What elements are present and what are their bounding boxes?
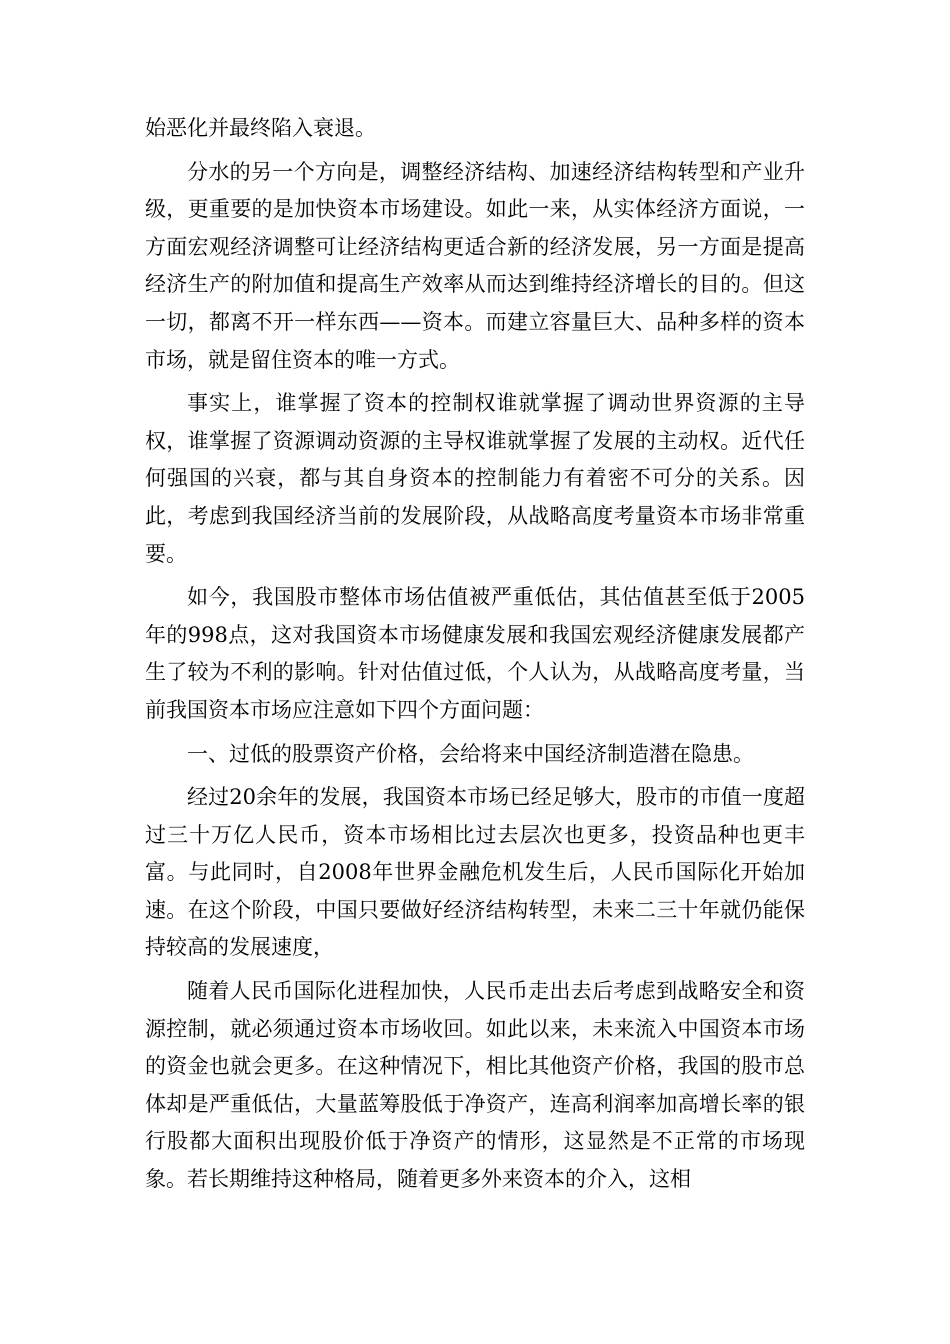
paragraph-continuation: 始恶化并最终陷入衰退。 <box>145 116 376 140</box>
paragraph: 随着人民币国际化进程加快，人民币走出去后考虑到战略安全和资源控制，就必须通过资本市场收回。如此以来，未来流入中国资本市场的资金也就会更多。在这种情况下，相比其他资产价格，我国的股市总体却是严重低估，大量蓝筹股低于净资产，连高利润率加高增长率的银行股都大面积出现股价低于净资产的情形，这显然是不正常的市场现象。若长期维持这种格局，随着更多外来资本的介入，这相 <box>145 979 805 1192</box>
paragraph: 事实上，谁掌握了资本的控制权谁就掌握了调动世界资源的主导权，谁掌握了资源调动资源的主导权谁就掌握了发展的主动权。近代任何强国的兴衰，都与其自身资本的控制能力有着密不可分的关系。因此，考虑到我国经济当前的发展阶段，从战略高度考量资本市场非常重要。 <box>145 391 805 566</box>
paragraph: 如今，我国股市整体市场估值被严重低估，其估值甚至低于2005年的998点，这对我国资本市场健康发展和我国宏观经济健康发展都产生了较为不利的影响。针对估值过低，个人认为，从战略高度考量，当前我国资本市场应注意如下四个方面问题： <box>145 585 805 722</box>
paragraph: 分水的另一个方向是，调整经济结构、加速经济结构转型和产业升级，更重要的是加快资本市场建设。如此一来，从实体经济方面说，一方面宏观经济调整可让经济结构更适合新的经济发展，另一方面是提高经济生产的附加值和提高生产效率从而达到维持经济增长的目的。但这一切，都离不开一样东西——资本。而建立容量巨大、品种多样的资本市场，就是留住资本的唯一方式。 <box>145 159 805 372</box>
article-body <box>145 110 805 1205</box>
paragraph: 经过20余年的发展，我国资本市场已经足够大，股市的市值一度超过三十万亿人民币，资本市场相比过去层次也更多，投资品种也更丰富。与此同时，自2008年世界金融危机发生后，人民币国际化开始加速。在这个阶段，中国只要做好经济结构转型，未来二三十年就仍能保持较高的发展速度， <box>145 785 805 960</box>
section-heading: 一、过低的股票资产价格，会给将来中国经济制造潜在隐患。 <box>187 741 754 766</box>
